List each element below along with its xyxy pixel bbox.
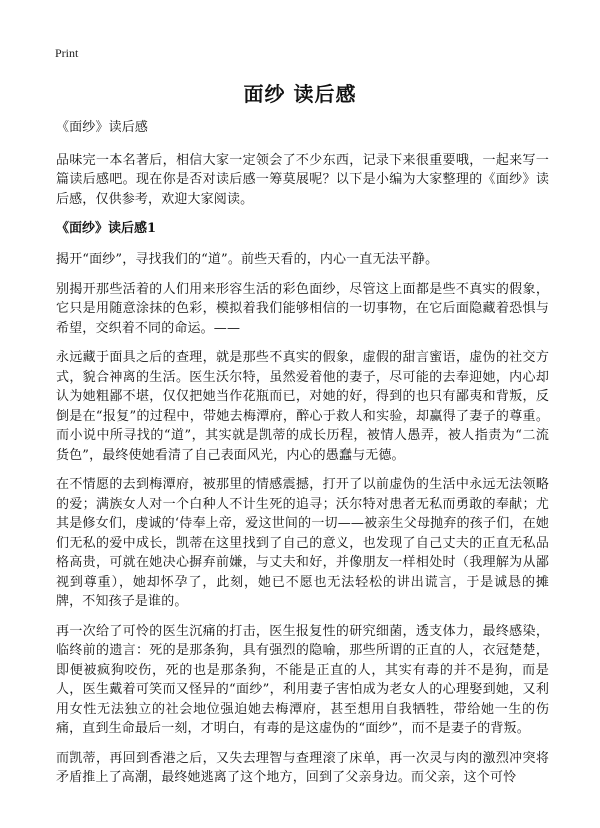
article-body: [56, 118, 549, 798]
print-link[interactable]: Print: [55, 46, 79, 60]
page-title: 面纱 读后感: [243, 82, 357, 106]
paragraph-1: 揭开“面纱”，寻找我们的“道”。前些天看的，内心一直无法平静。: [56, 252, 439, 267]
paragraph-5: 再一次给了可怜的医生沉痛的打击，医生报复性的研究细菌，透支体力，最终感染，临终前的遗言：死的是那条狗，具有强烈的隐喻，那些所谓的正直的人，衣冠楚楚，即便被疯狗咬伤，死的也是那条狗，不能是正直的人，其实有毒的并不是狗，而是人，医生戴着可笑而又怪异的“面纱”，利用妻子害怕成为老女人的心理娶到她，又利用女性无法独立的社会地位强迫她去梅潭府，甚至想用自我牺牲，带给她一生的伤痛，直到生命最后一刻，才明白，有毒的是这虚伪的“面纱”，而不是妻子的背叛。: [56, 623, 549, 736]
paragraph-2: 别揭开那些活着的人们用来形容生活的彩色面纱，尽管这上面都是些不真实的假象，它只是用随意涂抹的色彩，模拟着我们能够相信的一切事物，在它后面隐藏着恐惧与希望，交织着不同的命运。——: [56, 281, 549, 336]
article-subtitle: 《面纱》读后感: [56, 120, 149, 135]
intro-paragraph: 品味完一本名著后，相信大家一定领会了不少东西，记录下来很重要哦，一起来写一篇读后感吧。现在你是否对读后感一筹莫展呢？以下是小编为大家整理的《面纱》读后感，仅供参考，欢迎大家阅读。: [56, 152, 549, 207]
section-heading: 《面纱》读后感1: [56, 221, 157, 236]
paragraph-6: 而凯蒂，再回到香港之后，又失去理智与查理滚了床单，再一次灵与肉的激烈冲突将矛盾推上了高潮，最终她逃离了这个地方，回到了父亲身边。而父亲，这个可怜: [56, 750, 549, 785]
paragraph-4: 在不情愿的去到梅潭府，被那里的情感震撼，打开了以前虚伪的生活中永远无法领略的爱；满族女人对一个白种人不计生死的追寻；沃尔特对患者无私而勇敢的奉献；尤其是修女们，虔诚的‘侍奉上帝，爱这世间的一切——被亲生父母抛弃的孩子们，在她们无私的爱中成长，凯蒂在这里找到了自己的意义，也发现了自己丈夫的正直无私品格高贵，可就在她决心摒弃前嫌，与丈夫和好，并像朋友一样相处时（我理解为从鄙视到尊重），她却怀孕了，此刻，她已不愿也无法轻松的讲出谎言，于是诚恳的摊牌，不知孩子是谁的。: [56, 477, 549, 609]
paragraph-3: 永远藏于面具之后的查理，就是那些不真实的假象，虚假的甜言蜜语，虚伪的社交方式，貌合神离的生活。医生沃尔特，虽然爱着他的妻子，尽可能的去奉迎她，内心却认为她粗鄙不堪，仅仅把她当作花瓶而已，对她的好，得到的也只有鄙夷和背叛，反倒是在“报复”的过程中，带她去梅潭府，醉心于救人和实验，却赢得了妻子的尊重。而小说中所寻找的“道”，其实就是凯蒂的成长历程，被情人愚弄，被人指责为“二流货色”，最终使她看清了自己表面风光，内心的愚蠢与无德。: [56, 350, 549, 463]
